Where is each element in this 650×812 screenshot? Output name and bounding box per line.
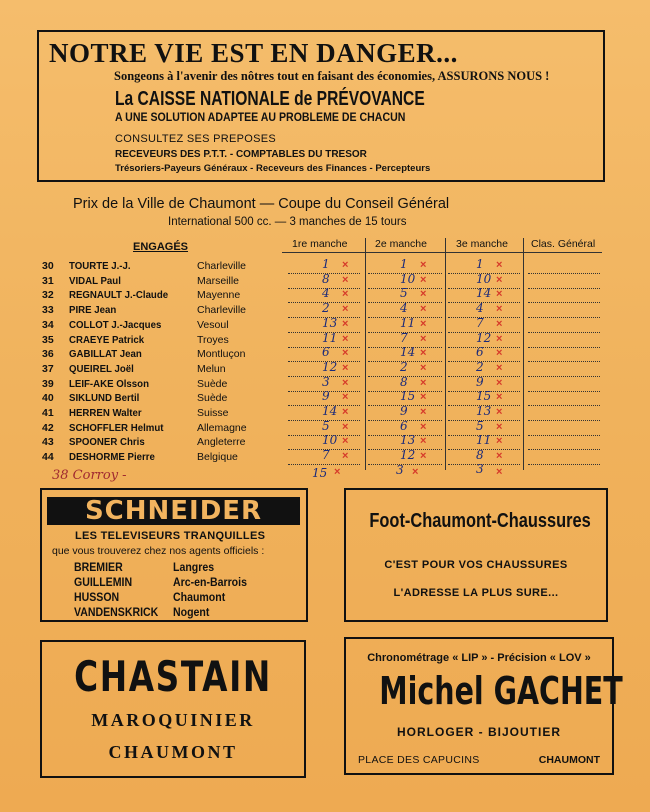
schneider-sub: que vous trouverez chez nos agents officiels : [52,545,265,557]
gachet-place: PLACE DES CAPUCINS [358,754,480,766]
dotted-entry-line [528,290,600,303]
extra-m1: 15 [312,466,328,480]
agent-name: HUSSON [74,590,120,604]
rider-num: 36 [42,348,54,360]
chastain-line-1: MAROQUINIER [91,710,255,730]
agent-name: BREMIER [74,560,123,574]
rider-name: GABILLAT Jean [69,348,142,360]
check-mark-icon: × [496,466,503,478]
rider-city: Montluçon [197,348,246,360]
gachet-city: CHAUMONT [538,754,600,766]
gachet-tagline: Chronométrage « LIP » - Précision « LOV » [367,652,591,664]
result-m2: 7 [400,331,408,345]
result-m3: 8 [476,448,484,462]
rider-city: Suisse [197,407,229,419]
result-m2: 13 [400,433,416,447]
chastain-name: CHASTAIN [74,652,272,701]
ad-headline: NOTRE VIE EST EN DANGER... [49,38,458,68]
race-title: Prix de la Ville de Chaumont — Coupe du Conseil Général [73,196,450,212]
rider-num: 34 [42,319,54,331]
agent-name: VANDENSKRICK [74,605,159,619]
tresoriers-text: Trésoriers-Payeurs Généraux - Receveurs des Finances - Percepteurs [115,163,431,174]
dotted-entry-line [528,320,600,333]
check-mark-icon: × [420,274,427,286]
check-mark-icon: × [420,377,427,389]
check-mark-icon: × [420,347,427,359]
rider-city: Vesoul [197,319,229,331]
check-mark-icon: × [342,450,349,462]
check-mark-icon: × [496,421,503,433]
dotted-entry-line [528,437,600,450]
check-mark-icon: × [496,347,503,359]
rider-name: QUEIREL Joël [69,363,134,375]
check-mark-icon: × [420,303,427,315]
result-m1: 10 [322,433,338,447]
rider-num: 33 [42,304,54,316]
result-m2: 12 [400,448,416,462]
result-m2: 1 [400,257,408,271]
column-header-general: Clas. Général [531,238,596,250]
caisse-title: La CAISSE NATIONALE de PRÉVOVANCE [115,88,425,110]
result-m3: 7 [476,316,484,330]
extra-m2: 3 [396,463,404,477]
result-m1: 3 [322,375,330,389]
rider-name: LEIF-AKE Olsson [69,378,149,390]
check-mark-icon: × [420,406,427,418]
foot-line-1: C'EST POUR VOS CHAUSSURES [384,559,568,571]
rider-city: Suède [197,392,228,404]
rider-num: 44 [42,451,54,463]
rider-city: Angleterre [197,436,246,448]
agent-city: Chaumont [173,590,226,604]
check-mark-icon: × [342,259,349,271]
dotted-entry-line [448,349,520,362]
check-mark-icon: × [412,466,419,478]
check-mark-icon: × [342,303,349,315]
check-mark-icon: × [496,274,503,286]
dotted-entry-line [448,364,520,377]
result-m1: 13 [322,316,338,330]
rider-num: 43 [42,436,54,448]
check-mark-icon: × [342,333,349,345]
check-mark-icon: × [342,362,349,374]
rider-city: Marseille [197,275,240,287]
check-mark-icon: × [342,288,349,300]
result-m3: 2 [476,360,484,374]
check-mark-icon: × [420,259,427,271]
rider-name: REGNAULT J.-Claude [69,289,169,301]
rider-num: 30 [42,260,54,272]
dotted-entry-line [448,305,520,318]
rider-city: Suède [197,378,228,390]
result-m1: 1 [322,257,330,271]
rider-city: Belgique [197,451,238,463]
rider-city: Melun [197,363,226,375]
result-m2: 5 [400,286,408,300]
dotted-entry-line [528,335,600,348]
schneider-ad [40,488,308,622]
rider-city: Troyes [197,334,229,346]
agent-name: GUILLEMIN [74,575,133,589]
result-m2: 2 [400,360,408,374]
result-m2: 9 [400,404,408,418]
rider-city: Mayenne [197,289,241,301]
result-m2: 10 [400,272,416,286]
check-mark-icon: × [496,362,503,374]
check-mark-icon: × [496,333,503,345]
dotted-entry-line [528,408,600,421]
column-header-manche1: 1re manche [292,238,348,250]
rider-name: TOURTE J.-J. [69,260,131,272]
consult-text: CONSULTEZ SES PREPOSES [115,133,277,145]
check-mark-icon: × [342,347,349,359]
chastain-line-2: CHAUMONT [108,742,238,762]
rider-name: HERREN Walter [69,407,142,419]
check-mark-icon: × [420,362,427,374]
check-mark-icon: × [496,391,503,403]
dotted-entry-line [528,364,600,377]
result-m1: 4 [322,286,330,300]
result-m2: 11 [400,316,416,330]
rider-num: 35 [42,334,54,346]
dotted-entry-line [528,379,600,392]
solution-text: A UNE SOLUTION ADAPTEE AU PROBLEME DE CHACUN [115,112,406,124]
check-mark-icon: × [496,259,503,271]
rider-num: 37 [42,363,54,375]
dotted-entry-line [528,423,600,436]
gachet-ad [344,637,623,775]
result-m3: 14 [476,286,492,300]
result-m1: 7 [322,448,330,462]
result-m3: 15 [476,389,492,403]
result-m3: 9 [476,375,484,389]
result-m2: 6 [400,419,408,433]
rider-city: Charleville [197,260,247,272]
rider-name: SIKLUND Bertil [69,392,140,404]
check-mark-icon: × [342,274,349,286]
check-mark-icon: × [342,391,349,403]
check-mark-icon: × [420,288,427,300]
column-header-manche3: 3e manche [456,238,508,250]
result-m1: 8 [322,272,330,286]
column-header-manche2: 2e manche [375,238,427,250]
check-mark-icon: × [420,450,427,462]
check-mark-icon: × [496,406,503,418]
dotted-entry-line [528,261,600,274]
check-mark-icon: × [342,318,349,330]
gachet-job: HORLOGER - BIJOUTIER [396,725,561,739]
check-mark-icon: × [420,333,427,345]
column-divider [523,238,524,470]
result-m1: 2 [322,301,330,315]
rider-num: 42 [42,422,54,434]
check-mark-icon: × [496,377,503,389]
check-mark-icon: × [420,435,427,447]
race-subtitle: International 500 cc. — 3 manches de 15 tours [168,216,407,228]
chastain-ad [40,640,306,778]
agent-city: Langres [173,560,215,574]
result-m1: 11 [322,331,338,345]
rider-name: COLLOT J.-Jacques [69,319,162,331]
foot-title: Foot-Chaumont-Chaussures [369,510,591,532]
result-m3: 12 [476,331,492,345]
column-divider [365,238,366,470]
result-m3: 6 [476,345,484,359]
result-m2: 14 [400,345,416,359]
dotted-entry-line [528,276,600,289]
rider-name: SCHOFFLER Helmut [69,422,164,434]
dotted-entry-line [448,452,520,465]
foot-chaumont-ad [344,488,608,622]
foot-line-2: L'ADRESSE LA PLUS SURE... [393,587,559,599]
dotted-entry-line [528,349,600,362]
check-mark-icon: × [496,318,503,330]
result-m3: 1 [476,257,484,271]
result-m1: 14 [322,404,338,418]
result-m3: 5 [476,419,484,433]
check-mark-icon: × [496,303,503,315]
check-mark-icon: × [334,466,341,478]
result-m3: 10 [476,272,492,286]
check-mark-icon: × [496,288,503,300]
schneider-logo: SCHNEIDER [47,497,300,525]
agent-city: Arc-en-Barrois [173,575,247,589]
dotted-entry-line [528,452,600,465]
rider-name: DESHORME Pierre [69,451,155,463]
result-m3: 4 [476,301,484,315]
check-mark-icon: × [342,406,349,418]
rider-name: VIDAL Paul [69,275,121,287]
agent-city: Nogent [173,605,210,619]
result-m2: 4 [400,301,408,315]
check-mark-icon: × [342,421,349,433]
header-rule [282,252,602,253]
check-mark-icon: × [420,318,427,330]
check-mark-icon: × [342,377,349,389]
receveurs-text: RECEVEURS DES P.T.T. - COMPTABLES DU TRESOR [115,149,367,160]
check-mark-icon: × [420,421,427,433]
check-mark-icon: × [496,450,503,462]
rider-city: Charleville [197,304,247,316]
rider-num: 41 [42,407,54,419]
schneider-tagline: LES TELEVISEURS TRANQUILLES [75,530,266,542]
caisse-nationale-ad [37,30,605,182]
result-m2: 15 [400,389,416,403]
extra-m3: 3 [476,462,484,476]
rider-name: SPOONER Chris [69,436,145,448]
column-divider [445,238,446,470]
result-m3: 11 [476,433,492,447]
handwritten-entry: 38 Corroy - [52,468,127,483]
ad-subline: Songeons à l'avenir des nôtres tout en faisant des économies, ASSURONS NOUS ! [114,69,550,83]
rider-name: PIRE Jean [69,304,117,316]
gachet-name: Michel GACHET [379,669,623,713]
result-m1: 9 [322,389,330,403]
rider-num: 39 [42,378,54,390]
result-m1: 12 [322,360,338,374]
check-mark-icon: × [420,391,427,403]
result-m3: 13 [476,404,492,418]
rider-num: 40 [42,392,54,404]
rider-num: 32 [42,289,54,301]
rider-city: Allemagne [197,422,247,434]
engages-heading: ENGAGÉS [133,241,189,253]
check-mark-icon: × [496,435,503,447]
rider-name: CRAEYE Patrick [69,334,145,346]
rider-num: 31 [42,275,54,287]
check-mark-icon: × [342,435,349,447]
dotted-entry-line [528,305,600,318]
result-m1: 6 [322,345,330,359]
dotted-entry-line [528,393,600,406]
result-m1: 5 [322,419,330,433]
result-m2: 8 [400,375,408,389]
